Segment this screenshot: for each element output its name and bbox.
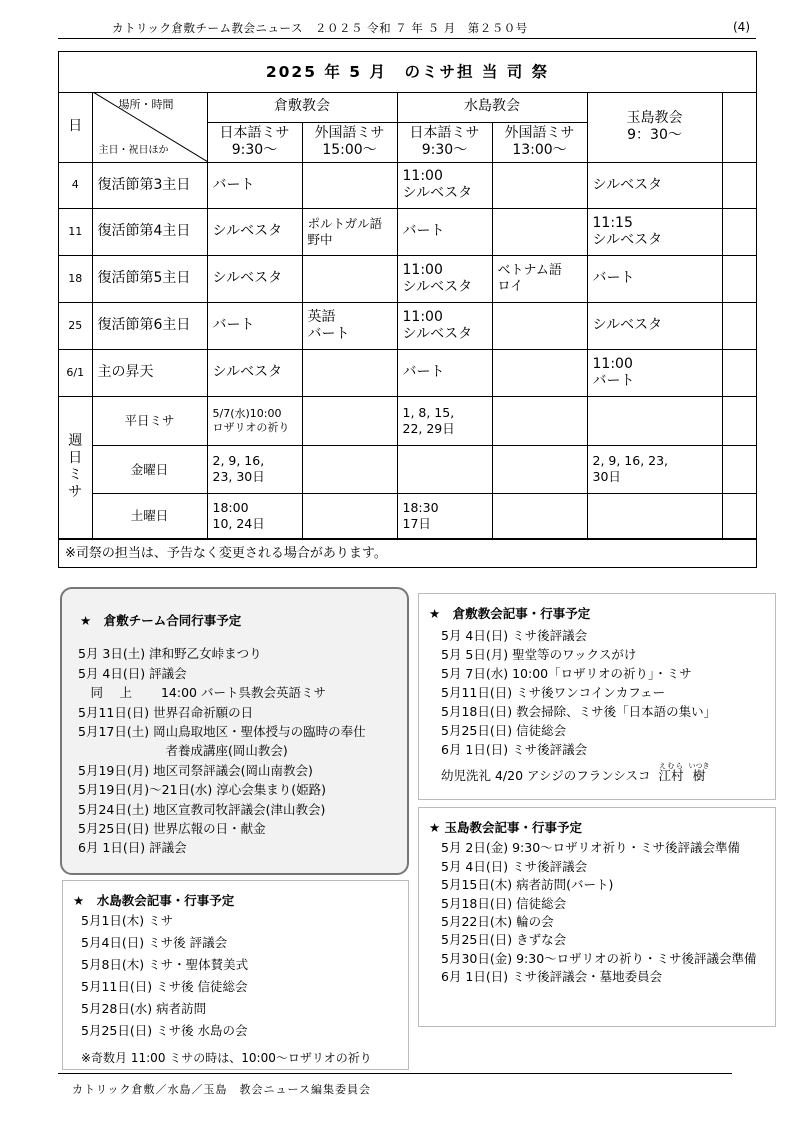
- table-row: 土曜日 18:00 10, 24日 18:30 17日: [59, 493, 756, 538]
- team-events-box: [60, 587, 409, 875]
- list-item: 5月1日(木) ミサ: [81, 913, 174, 928]
- list-item: 5月17日(土) 岡山鳥取地区・聖体授与の臨時の奉仕: [78, 724, 366, 739]
- list-item: 5月19日(月) 地区司祭評議会(岡山南教会): [78, 763, 313, 778]
- list-item: 6月 1日(日) 評議会: [78, 840, 187, 855]
- list-item: 5月25日(日) 世界広報の日・献金: [78, 821, 266, 836]
- list-item: 5月18日(日) 信徒総会: [441, 896, 567, 911]
- weekday-label: 週 日 ミ サ: [59, 396, 92, 538]
- schedule-table: [59, 92, 756, 539]
- sub-header: 日本語ミサ 9:30～: [207, 122, 302, 162]
- list-item: 5月 2日(金) 9:30～ロザリオ祈り・ミサ後評議会準備: [441, 840, 741, 855]
- sub-header: 日本語ミサ 9:30～: [397, 122, 492, 162]
- table-row: 18 復活節第5主日 シルベスタ 11:00 シルベスタ ベトナム語 ロイ バート: [59, 255, 756, 302]
- footer-rule: [58, 1073, 732, 1074]
- list-item: 5月25日(日) 信徒総会: [441, 723, 567, 738]
- list-item: 5月25日(日) きずな会: [441, 932, 567, 947]
- list-item: 5月19日(月)～21日(水) 淳心会集まり(姫路): [78, 782, 326, 797]
- list-item: 6月 1日(日) ミサ後評議会・墓地委員会: [441, 969, 663, 984]
- diagonal-header: [92, 92, 207, 162]
- blank-cell: [722, 92, 756, 162]
- list-item: 6月 1日(日) ミサ後評議会: [441, 742, 588, 757]
- list-item: 5月 7日(水) 10:00「ロザリオの祈り」・ミサ: [441, 666, 692, 681]
- list-item: 同 上 14:00 バート呉教会英語ミサ: [78, 685, 326, 700]
- sub-header: 外国語ミサ 13:00～: [492, 122, 587, 162]
- diag-bottom-label: 主日・祝日ほか: [98, 144, 169, 156]
- sub-header: 外国語ミサ 15:00～: [302, 122, 397, 162]
- list-item: 5月30日(金) 9:30～ロザリオの祈り・ミサ後評議会準備: [441, 951, 757, 966]
- schedule-note: ※司祭の担当は、予告なく変更される場合があります。: [59, 539, 756, 567]
- list-item: 5月8日(木) ミサ・聖体賛美式: [81, 957, 249, 972]
- table-row: 金曜日 2, 9, 16, 23, 30日 2, 9, 16, 23, 30日: [59, 445, 756, 493]
- list-item: 5月15日(木) 病者訪問(バート): [441, 877, 614, 892]
- footer-text: カトリック倉敷／水島／玉島 教会ニュース編集委員会: [72, 1083, 372, 1096]
- list-item: 5月11日(日) ミサ後ワンコインカフェー: [441, 685, 666, 700]
- table-row: 6/1 主の昇天 シルベスタ バート 11:00 バート: [59, 349, 756, 396]
- list-item: 5月11日(日) ミサ後 信徒総会: [81, 979, 248, 994]
- list-item: 5月 5日(月) 聖堂等のワックスがけ: [441, 647, 637, 662]
- table-row: 4 復活節第3主日 バート 11:00 シルベスタ シルベスタ: [59, 162, 756, 208]
- list-item: 5月 4日(日) 評議会: [78, 666, 187, 681]
- list-item: 5月24日(土) 地区宣教司牧評議会(津山教会): [78, 802, 326, 817]
- tamashima-events-title: ★ 玉島教会記事・行事予定: [429, 820, 583, 835]
- list-item: 5月18日(日) 教会掃除、ミサ後「日本語の集い」: [441, 704, 717, 719]
- list-item: 5月28日(水) 病者訪問: [81, 1001, 207, 1016]
- diag-top-label: 場所・時間: [118, 98, 174, 111]
- table-row: 25 復活節第6主日 バート 英語 バート 11:00 シルベスタ シルベスタ: [59, 302, 756, 349]
- page-number: (4): [733, 20, 750, 34]
- list-item: 5月 4日(日) ミサ後評議会: [441, 628, 588, 643]
- mass-schedule: [58, 51, 757, 568]
- tamashima-events-box: [418, 807, 776, 1027]
- team-events-title: ★ 倉敷チーム合同行事予定: [80, 613, 242, 628]
- kurashiki-events-title: ★ 倉敷教会記事・行事予定: [429, 606, 591, 621]
- newsletter-header: カトリック倉敷チーム教会ニュース ２０２５ 令和 ７ 年 ５ 月 第２５０号: [112, 21, 528, 35]
- day-header: 日: [59, 92, 92, 162]
- list-item: 5月22日(木) 輪の会: [441, 914, 554, 929]
- mizushima-events-box: [62, 880, 409, 1070]
- header-rule: [58, 38, 756, 39]
- table-row: 週 日 ミ サ 平日ミサ 5/7(水)10:00 ロザリオの祈り 1, 8, 15, 22, 29日: [59, 396, 756, 445]
- tamashima-header: 玉島教会 9：30～: [587, 92, 722, 162]
- list-item: 5月 3日(土) 津和野乙女峠まつり: [78, 646, 262, 661]
- mizushima-events-title: ★ 水島教会記事・行事予定: [73, 893, 235, 908]
- kurashiki-events-box: [418, 593, 776, 800]
- kurashiki-header: 倉敷教会: [207, 92, 397, 122]
- mizushima-note: ※奇数月 11:00 ミサの時は、10:00～ロザリオの祈り: [81, 1051, 372, 1065]
- table-row: 11 復活節第4主日 シルベスタ ポルトガル語 野中 バート 11:15 シルベスタ: [59, 208, 756, 255]
- list-item: 5月25日(日) ミサ後 水島の会: [81, 1023, 248, 1038]
- list-item: 者養成講座(岡山教会): [78, 743, 288, 758]
- list-item: 5月11日(日) 世界召命祈願の日: [78, 705, 254, 720]
- list-item: 5月4日(日) ミサ後 評議会: [81, 935, 228, 950]
- mizushima-header: 水島教会: [397, 92, 587, 122]
- list-item: 5月 4日(日) ミサ後評議会: [441, 859, 588, 874]
- schedule-title: 2025 年 5 月 のミサ担 当 司 祭: [59, 52, 756, 93]
- baptism-note: 幼児洗礼 4/20 アシジのフランシスコ 江村えむら 樹いつき: [441, 762, 710, 783]
